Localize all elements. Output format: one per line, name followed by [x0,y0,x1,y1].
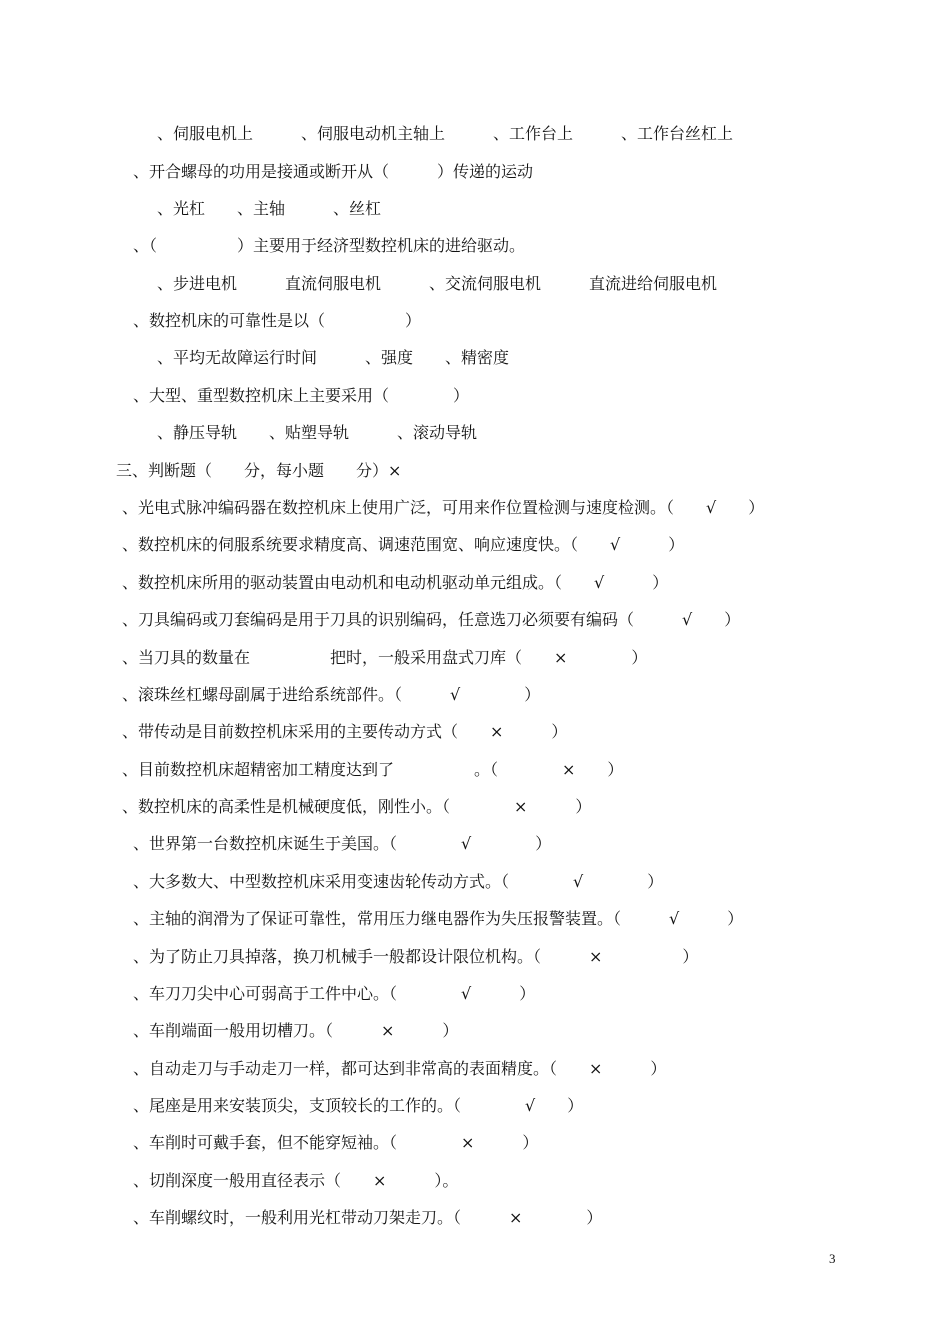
question-line: 、数控机床的可靠性是以（ ） [133,311,422,330]
judgment-item: 、车削螺纹时，一般利用光杠带动刀架走刀。（ × ） [133,1208,603,1227]
option-line: 、光杠 、主轴 、丝杠 [157,199,382,218]
option-line: 、平均无故障运行时间 、强度 、精密度 [157,348,510,367]
judgment-item: 、带传动是目前数控机床采用的主要传动方式（ × ） [122,722,568,741]
option-line: 、静压导轨 、贴塑导轨 、滚动导轨 [157,423,478,442]
judgment-item: 、数控机床的高柔性是机械硬度低，刚性小。（ × ） [122,797,592,816]
judgment-item: 、主轴的润滑为了保证可靠性，常用压力继电器作为失压报警装置。（ √ ） [133,909,744,928]
question-line: 、开合螺母的功用是接通或断开从（ ）传递的运动 [133,162,534,181]
page-number: 3 [829,1251,836,1266]
judgment-item: 、光电式脉冲编码器在数控机床上使用广泛，可用来作位置检测与速度检测。（ √ ） [122,498,765,517]
option-line: 、伺服电机上 、伺服电动机主轴上 、工作台上 、工作台丝杠上 [157,124,734,143]
question-line: 、（ ）主要用于经济型数控机床的进给驱动。 [133,236,526,255]
judgment-item: 、目前数控机床超精密加工精度达到了 。（ × ） [122,760,624,779]
judgment-item: 、车刀刀尖中心可弱高于工件中心。（ √ ） [133,984,536,1003]
judgment-item: 、为了防止刀具掉落，换刀机械手一般都设计限位机构。（ × ） [133,947,699,966]
judgment-item: 、数控机床的伺服系统要求精度高、调速范围宽、响应速度快。（ √ ） [122,535,685,554]
question-line: 、大型、重型数控机床上主要采用（ ） [133,386,470,405]
judgment-item: 、当刀具的数量在 把时，一般采用盘式刀库（ × ） [122,648,648,667]
judgment-item: 、大多数大、中型数控机床采用变速齿轮传动方式。（ √ ） [133,872,664,891]
judgment-item: 、刀具编码或刀套编码是用于刀具的识别编码，任意选刀必须要有编码（ √ ） [122,610,741,629]
judgment-item: 、车削时可戴手套，但不能穿短袖。（ × ） [133,1133,539,1152]
option-line: 、步进电机 直流伺服电机 、交流伺服电机 直流进给伺服电机 [157,274,718,293]
judgment-item: 、滚珠丝杠螺母副属于进给系统部件。（ √ ） [122,685,541,704]
judgment-item: 、切削深度一般用直径表示（ × ）。 [133,1171,459,1190]
judgment-item: 、车削端面一般用切槽刀。（ × ） [133,1021,459,1040]
judgment-item: 、世界第一台数控机床诞生于美国。（ √ ） [133,834,552,853]
judgment-item: 、数控机床所用的驱动装置由电动机和电动机驱动单元组成。（ √ ） [122,573,669,592]
judgment-item: 、自动走刀与手动走刀一样，都可达到非常高的表面精度。（ × ） [133,1059,667,1078]
section-heading: 三、判断题（ 分，每小题 分）× [116,461,402,480]
judgment-item: 、尾座是用来安装顶尖，支顶较长的工作的。（ √ ） [133,1096,584,1115]
